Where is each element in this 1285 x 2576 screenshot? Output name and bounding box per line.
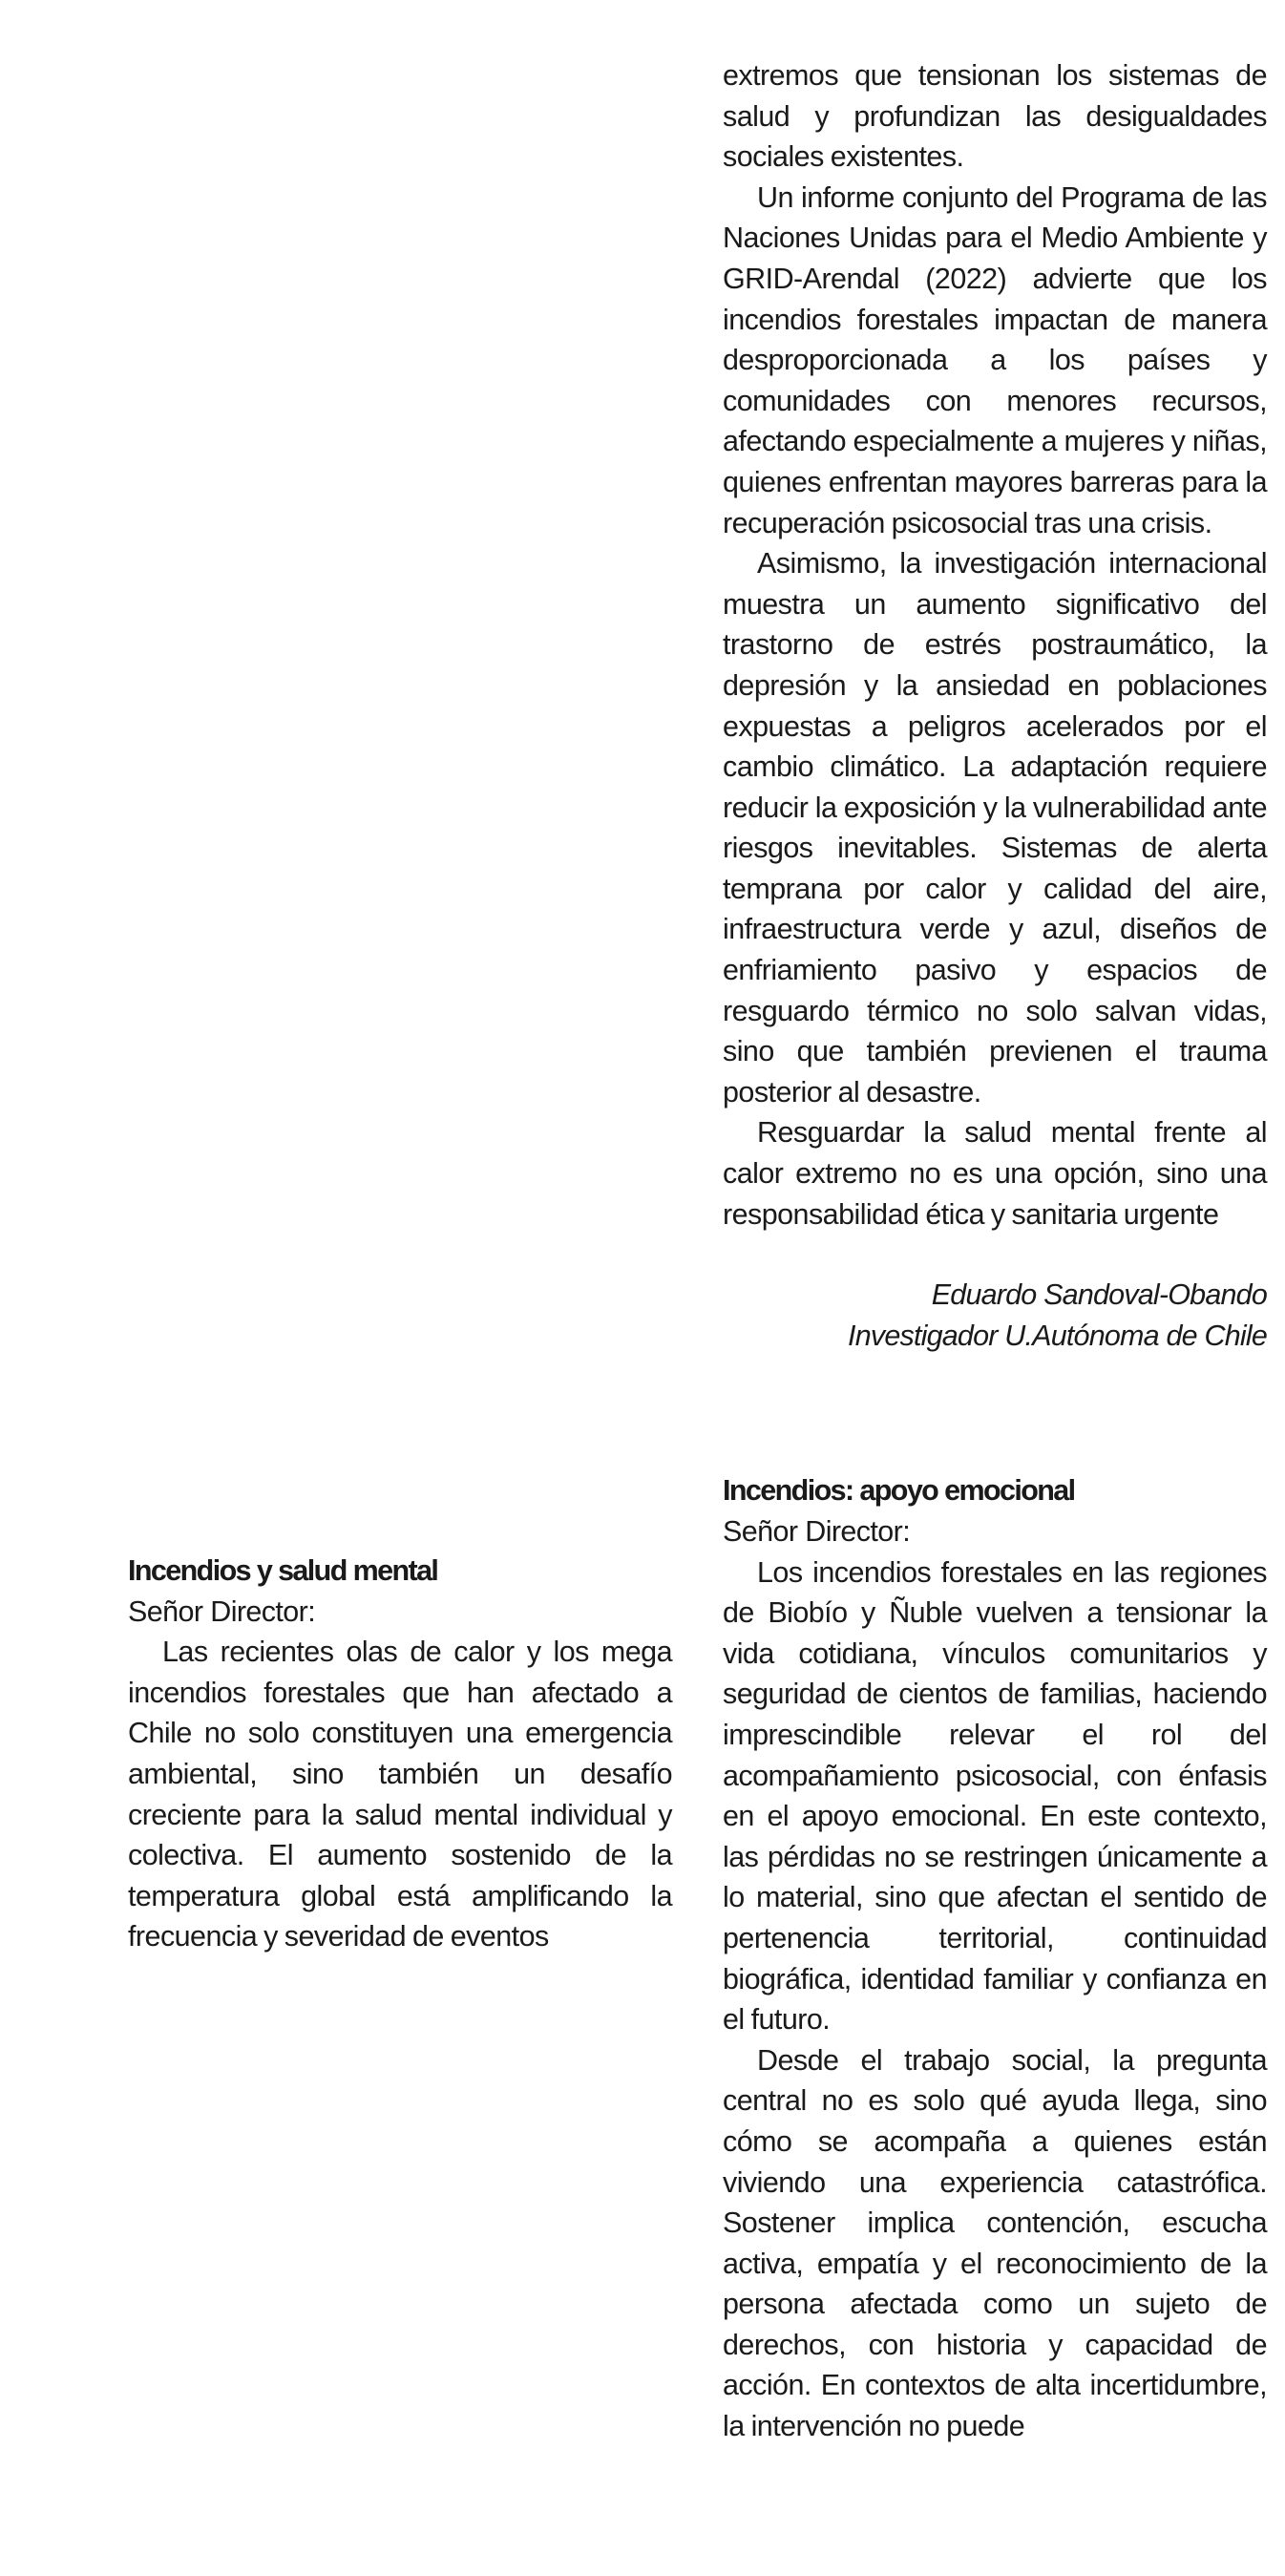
letter-headline: Incendios y salud mental — [128, 1554, 438, 1587]
letter-signature — [723, 1275, 1267, 1356]
author-title: Investigador U.Autónoma de Chile — [848, 1319, 1267, 1352]
letter-paragraph: Los incendios forestales en las regiones de Biobío y Ñuble vuelven a tensionar la vida cotidiana, vínculos comunitarios y seguridad de cientos de familias, haciendo imprescindible relevar el rol del acompañamiento psicosocial, con énfasis en el apoyo emocional. En este contexto, las pérdidas no se restringen únicamente a lo material, sino que afectan el sentido de pertenencia territorial, continuidad biográfica, identidad familiar y confianza en el futuro. — [723, 1555, 1267, 2037]
letter-paragraph-continued: extremos que tensionan los sistemas de salud y profundizan las desigualdades sociales existentes. — [723, 59, 1267, 174]
letter-salutation: Señor Director: — [128, 1594, 316, 1628]
letter-headline: Incendios: apoyo emocional — [723, 1474, 1075, 1508]
author-name: Eduardo Sandoval-Obando — [931, 1278, 1267, 1312]
letter-paragraph: Desde el trabajo social, la pregunta central no es solo qué ayuda llega, sino cómo se acompaña a quienes están viviendo una experiencia catastrófica. Sostener implica contención, escucha activa, empatía y el reconocimiento de la persona afectada como un sujeto de derechos, con historia y capacidad de acción. En contextos de alta incertidumbre, la intervención no puede — [723, 2043, 1267, 2443]
letter-paragraph: Un informe conjunto del Programa de las Naciones Unidas para el Medio Ambiente y GRID-Arendal (2022) advierte que los incendios forestales impactan de manera desproporcionada a los países y comunidades con menores recursos, afectando especialmente a mujeres y niñas, quienes enfrentan mayores barreras para la recuperación psicosocial tras una crisis. — [723, 180, 1267, 539]
letter-salutation: Señor Director: — [723, 1515, 911, 1548]
column-right — [723, 55, 1267, 2447]
column-left — [128, 1551, 672, 1957]
letter-paragraph: Resguardar la salud mental frente al calor extremo no es una opción, sino una responsabilidad ética y sanitaria urgente — [723, 1116, 1267, 1231]
letter-incendios-salud-mental-continued — [723, 55, 1267, 1356]
letter-paragraph: Asimismo, la investigación internacional muestra un aumento significativo del trastorno de estrés postraumático, la depresión y la ansiedad en poblaciones expuestas a peligros acelerados por el cambio climático. La adaptación requiere reducir la exposición y la vulnerabilidad ante riesgos inevitables. Sistemas de alerta temprana por calor y calidad del aire, infraestructura verde y azul, diseños de enfriamiento pasivo y espacios de resguardo térmico no solo salvan vidas, sino que también previenen el trauma posterior al desastre. — [723, 547, 1267, 1109]
letter-incendios-salud-mental-start — [128, 1551, 672, 1957]
letter-incendios-apoyo-emocional — [723, 1470, 1267, 2446]
letter-paragraph: Las recientes olas de calor y los mega incendios forestales que han afectado a Chile no solo constituyen una emergencia ambiental, sino también un desafío creciente para la salud mental individual y colectiva. El aumento sostenido de la temperatura global está amplificando la frecuencia y severidad de eventos — [128, 1636, 672, 1953]
